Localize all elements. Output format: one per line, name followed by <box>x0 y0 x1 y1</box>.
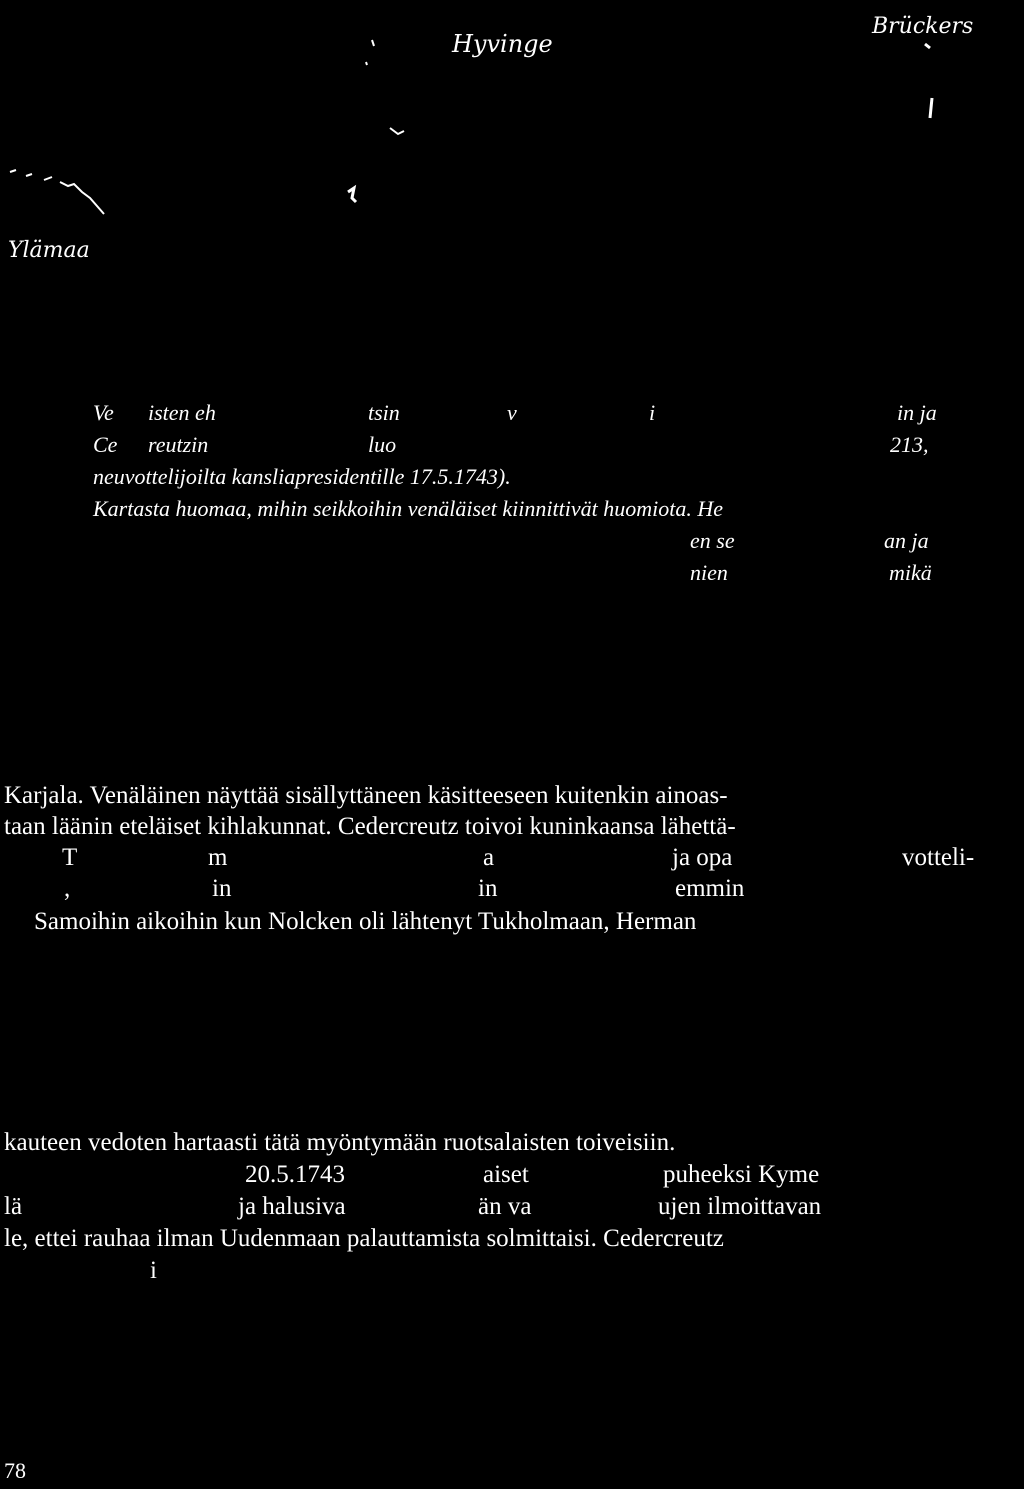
body-line: le, ettei rauhaa ilman Uudenmaan palauttamista solmittaisi. Cedercreutz <box>4 1225 724 1252</box>
body-line-part: puheeksi Kyme <box>663 1161 820 1188</box>
map-label-bruckers: Brückers <box>872 14 974 39</box>
caption-line-1-part: i <box>649 400 656 425</box>
body-line-part: a <box>483 844 495 871</box>
body-line: Samoihin aikoihin kun Nolcken oli lähtenyt Tukholmaan, Herman <box>34 908 697 935</box>
body-line-part: T <box>62 844 78 871</box>
body-line-part: ja halusiva <box>238 1193 346 1220</box>
body-line: taan läänin eteläiset kihlakunnat. Cedercreutz toivoi kuninkaansa lähettä- <box>4 813 736 840</box>
body-line-part: aiset <box>483 1161 529 1188</box>
caption-line-5-part: an ja <box>884 528 929 553</box>
caption-line-2-part: Ce <box>93 432 118 457</box>
caption-line-1-part: in ja <box>897 400 937 425</box>
caption-line-6-part: mikä <box>889 560 932 585</box>
body-line-part: 20.5.1743 <box>245 1161 345 1188</box>
caption-line-6-part: nien <box>690 560 728 585</box>
caption-line-3: neuvottelijoilta kansliapresidentille 17.5.1743). <box>93 464 511 489</box>
caption-line-1-part: Ve <box>93 400 114 425</box>
body-line-part: m <box>208 844 228 871</box>
caption-line-2-part: reutzin <box>148 432 209 457</box>
body-line-part: votteli- <box>902 844 975 871</box>
map-figure <box>0 0 1024 300</box>
caption-line-1-part: v <box>507 400 517 425</box>
body-line-part: emmin <box>675 875 745 902</box>
caption-line-1-part: isten eh <box>148 400 216 425</box>
body-line-part: in <box>212 875 232 902</box>
body-line-part: , <box>64 875 71 902</box>
body-line-part: in <box>478 875 498 902</box>
caption-line-2-part: 213, <box>890 432 929 457</box>
body-line-part: ujen ilmoittavan <box>658 1193 822 1220</box>
caption-line-5-part: en se <box>690 528 735 553</box>
caption-line-4: Kartasta huomaa, mihin seikkoihin venäläiset kiinnittivät huomiota. He <box>93 496 723 521</box>
page-number: 78 <box>4 1458 26 1483</box>
body-line-part: i <box>150 1257 157 1284</box>
map-label-hyvinge: Hyvinge <box>452 30 553 58</box>
body-line-part: ja opa <box>672 844 733 871</box>
body-line: kauteen vedoten hartaasti tätä myöntymään ruotsalaisten toiveisiin. <box>4 1129 676 1156</box>
body-line-part: än va <box>478 1193 532 1220</box>
map-strokes <box>0 0 1024 300</box>
map-label-ylamaa: Ylämaa <box>8 238 90 263</box>
caption-line-2-part: luo <box>368 432 397 457</box>
body-line: Karjala. Venäläinen näyttää sisällyttäneen käsitteeseen kuitenkin ainoas- <box>4 782 728 809</box>
caption-line-1-part: tsin <box>368 400 400 425</box>
body-line-part: lä <box>4 1193 23 1220</box>
